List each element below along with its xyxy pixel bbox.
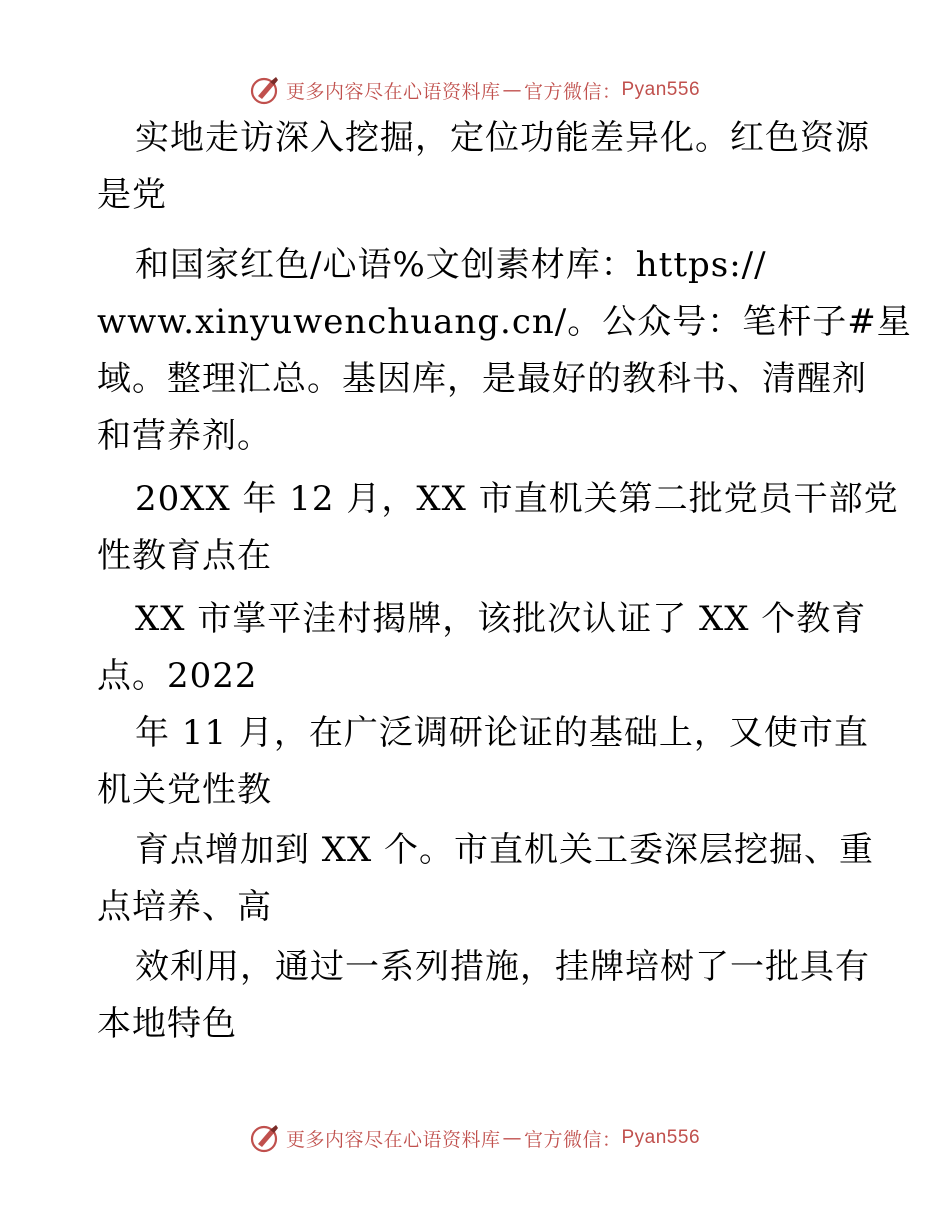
watermark-label: 官方微信： xyxy=(523,80,622,103)
watermark-separator: — xyxy=(502,1127,522,1149)
text-line: 育点增加到 XX 个。市直机关工委深层挖掘、重 xyxy=(135,830,875,870)
pen-nib-circle-icon xyxy=(250,74,282,106)
text-line: 机关党性教 xyxy=(97,770,272,810)
header-watermark xyxy=(0,72,950,108)
watermark-brand: 更多内容尽在心语资料库 xyxy=(285,80,501,103)
text-line: 效利用，通过一系列措施，挂牌培树了一批具有 xyxy=(135,947,870,987)
text-line: 点。2022 xyxy=(97,656,258,696)
text-line: 性教育点在 xyxy=(97,536,272,576)
pen-nib-circle-icon xyxy=(250,1122,282,1154)
text-line: 和营养剂。 xyxy=(97,416,272,456)
watermark-account: Pyan556 xyxy=(621,1127,701,1148)
text-line: 域。整理汇总。基因库，是最好的教科书、清醒剂 xyxy=(97,359,867,399)
text-line: XX 市掌平洼村揭牌，该批次认证了 XX 个教育 xyxy=(135,599,867,639)
watermark-brand: 更多内容尽在心语资料库 xyxy=(285,1128,501,1151)
text-line: 本地特色 xyxy=(97,1004,237,1044)
watermark-separator: — xyxy=(502,79,522,101)
text-line: 20XX 年 12 月，XX 市直机关第二批党员干部党 xyxy=(135,479,899,519)
watermark-account: Pyan556 xyxy=(621,79,701,100)
watermark-label: 官方微信： xyxy=(523,1128,622,1151)
footer-watermark xyxy=(0,1120,950,1156)
text-line: 是党 xyxy=(97,175,167,215)
text-line: 年 11 月，在广泛调研论证的基础上，又使市直 xyxy=(135,713,869,753)
text-line: 点培养、高 xyxy=(97,887,272,927)
text-line: www.xinyuwenchuang.cn/。公众号：笔杆子#星 xyxy=(97,302,912,342)
text-line: 和国家红色/心语%文创素材库：https:// xyxy=(135,245,767,285)
text-line: 实地走访深入挖掘，定位功能差异化。红色资源 xyxy=(135,118,870,158)
